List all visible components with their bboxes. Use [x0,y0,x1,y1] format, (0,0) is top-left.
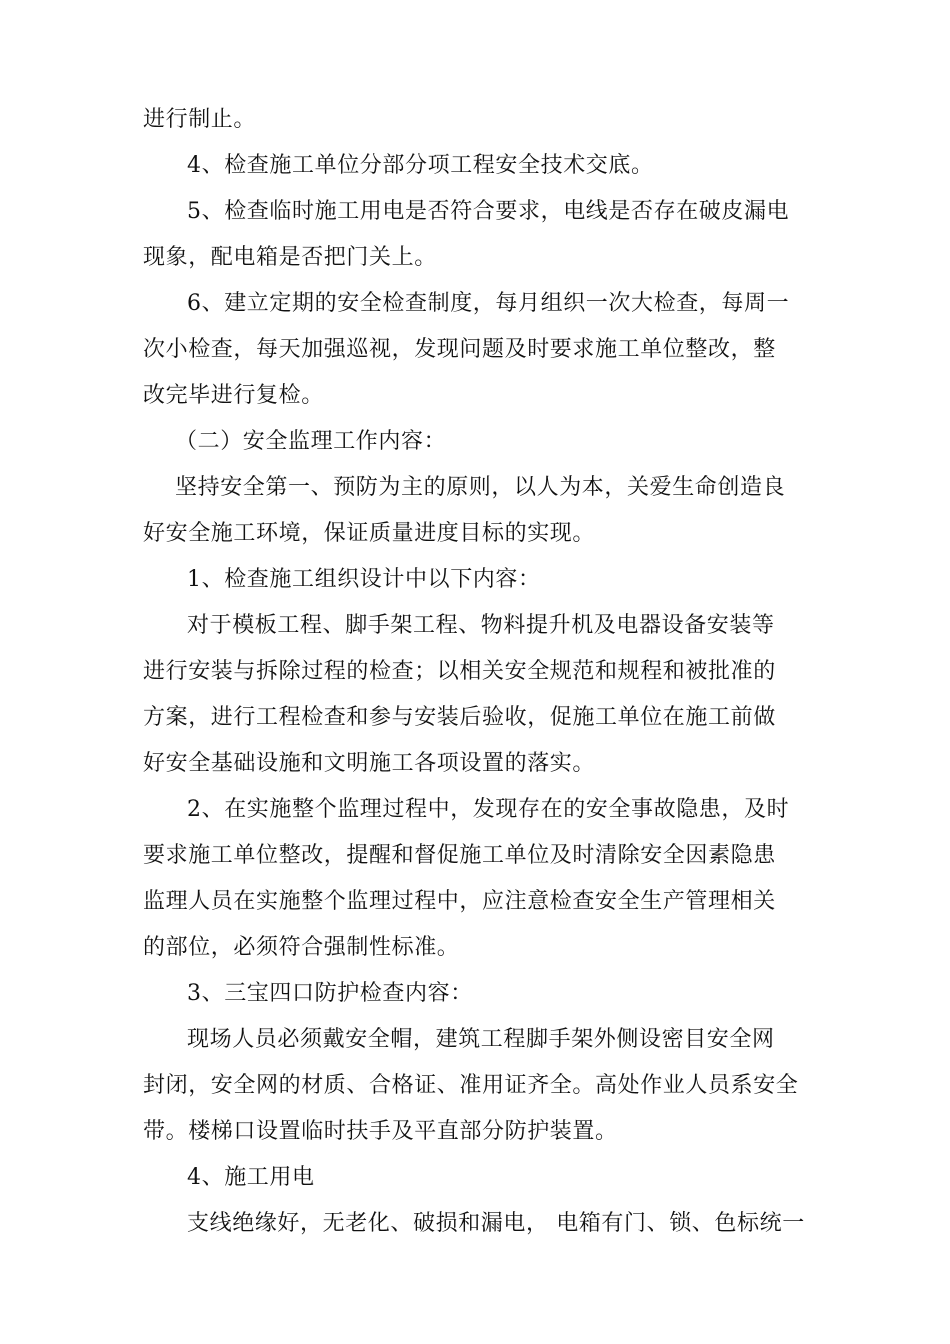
text-line: 进行安装与拆除过程的检查；以相关安全规范和规程和被批准的 [143,659,776,684]
text-line: 4、施工用电 [187,1165,315,1190]
text-line: 次小检查，每天加强巡视，发现问题及时要求施工单位整改，整 [143,337,776,362]
text-line: 5、检查临时施工用电是否符合要求，电线是否存在破皮漏电 [187,199,790,224]
text-line: 6、建立定期的安全检查制度，每月组织一次大检查，每周一 [187,291,790,316]
text-line: 好安全施工环境，保证质量进度目标的实现。 [143,521,596,546]
text-line: 对于模板工程、脚手架工程、物料提升机及电器设备安装等 [187,613,775,638]
text-line: 3、三宝四口防护检查内容： [187,981,473,1006]
text-line: 方案，进行工程检查和参与安装后验收，促施工单位在施工前做 [143,705,776,730]
text-line: 1、检查施工组织设计中以下内容： [187,567,541,592]
text-line: 带。楼梯口设置临时扶手及平直部分防护装置。 [143,1119,618,1144]
text-line: 4、检查施工单位分部分项工程安全技术交底。 [187,153,654,178]
text-line: 进行制止。 [143,107,257,132]
text-line: 现场人员必须戴安全帽，建筑工程脚手架外侧设密目安全网 [187,1027,775,1052]
section-heading: （二）安全监理工作内容： [175,429,447,454]
text-line: 支线绝缘好，无老化、破损和漏电， 电箱有门、锁、色标统一 [187,1211,805,1236]
text-line: 好安全基础设施和文明施工各项设置的落实。 [143,751,596,776]
text-line: 要求施工单位整改，提醒和督促施工单位及时清除安全因素隐患 [143,843,776,868]
text-line: 现象，配电箱是否把门关上。 [143,245,437,270]
text-line: 的部位，必须符合强制性标准。 [143,935,460,960]
text-line: 监理人员在实施整个监理过程中，应注意检查安全生产管理相关 [143,889,776,914]
text-line: 封闭，安全网的材质、合格证、准用证齐全。高处作业人员系安全 [143,1073,799,1098]
text-line: 坚持安全第一、预防为主的原则，以人为本，关爱生命创造良 [175,475,786,500]
text-line: 改完毕进行复检。 [143,383,324,408]
text-line: 2、在实施整个监理过程中，发现存在的安全事故隐患，及时 [187,797,790,822]
